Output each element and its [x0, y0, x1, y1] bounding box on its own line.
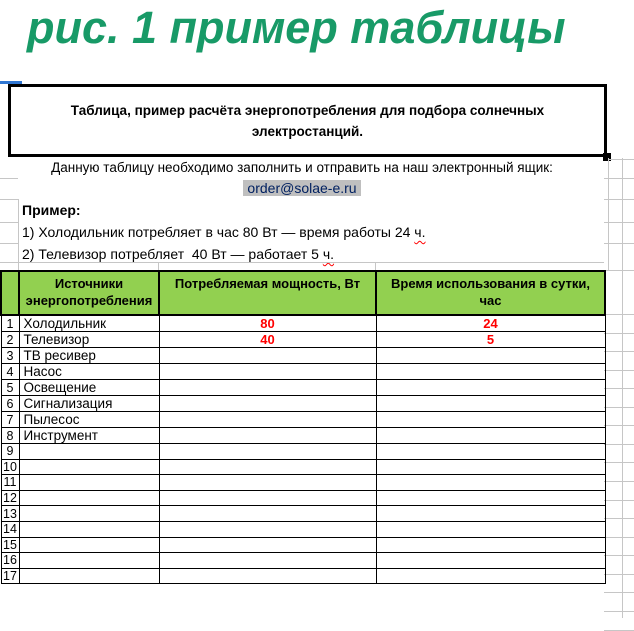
row-number[interactable]: 12: [1, 490, 19, 506]
spreadsheet-gridline: [604, 444, 634, 445]
source-cell[interactable]: Инструмент: [19, 428, 159, 444]
spreadsheet-gridline: [0, 178, 18, 179]
spreadsheet-gridline: [0, 262, 604, 263]
time-cell[interactable]: [376, 537, 605, 553]
source-cell[interactable]: Насос: [19, 364, 159, 380]
spreadsheet-gridline: [604, 333, 634, 334]
table-row: [1, 412, 605, 428]
info-box[interactable]: [8, 84, 607, 157]
table-row: [1, 475, 605, 491]
row-number[interactable]: 9: [1, 444, 19, 460]
source-cell[interactable]: [19, 553, 159, 569]
email-row: [0, 180, 604, 196]
spreadsheet-gridline: [0, 199, 18, 200]
header-power[interactable]: Потребляемая мощность, Вт: [159, 271, 376, 315]
time-cell[interactable]: [376, 521, 605, 537]
table-header-row: [1, 271, 605, 315]
source-cell[interactable]: [19, 506, 159, 522]
row-number[interactable]: 11: [1, 475, 19, 491]
table-row: [1, 348, 605, 364]
source-cell[interactable]: [19, 490, 159, 506]
power-cell[interactable]: [159, 348, 376, 364]
table-row: [1, 332, 605, 348]
spreadsheet-gridline: [604, 462, 634, 463]
spreadsheet-gridline: [0, 243, 18, 244]
power-cell[interactable]: [159, 553, 376, 569]
time-cell[interactable]: [376, 412, 605, 428]
spreadsheet-gridline: [604, 388, 634, 389]
spreadsheet-gridline: [18, 199, 19, 270]
spreadsheet-gridline: [604, 518, 634, 519]
spreadsheet-gridline: [604, 537, 634, 538]
table-row: [1, 459, 605, 475]
power-cell[interactable]: [159, 396, 376, 412]
spreadsheet-gridline: [604, 481, 634, 482]
spreadsheet-gridline: [604, 351, 634, 352]
instruction-text: Данную таблицу необходимо заполнить и отправить на наш электронный ящик:: [51, 160, 553, 175]
spreadsheet-gridline: [604, 500, 634, 501]
table-row: [1, 428, 605, 444]
row-number[interactable]: 13: [1, 506, 19, 522]
spreadsheet-gridline: [604, 592, 634, 593]
source-cell[interactable]: Холодильник: [19, 315, 159, 332]
power-cell[interactable]: 80: [159, 315, 376, 332]
time-cell[interactable]: [376, 568, 605, 584]
power-cell[interactable]: [159, 459, 376, 475]
row-number[interactable]: 16: [1, 553, 19, 569]
time-cell[interactable]: [376, 459, 605, 475]
row-number[interactable]: 10: [1, 459, 19, 475]
row-number[interactable]: 14: [1, 521, 19, 537]
row-number[interactable]: 5: [1, 380, 19, 396]
source-cell[interactable]: [19, 459, 159, 475]
table-row: [1, 444, 605, 460]
table-row: [1, 506, 605, 522]
power-cell[interactable]: [159, 506, 376, 522]
table-row: [1, 380, 605, 396]
source-cell[interactable]: [19, 444, 159, 460]
power-cell[interactable]: [159, 444, 376, 460]
row-number[interactable]: 15: [1, 537, 19, 553]
time-cell[interactable]: [376, 364, 605, 380]
row-number[interactable]: 3: [1, 348, 19, 364]
spreadsheet-gridline: [158, 262, 159, 270]
consumption-table: [0, 270, 606, 618]
time-cell[interactable]: [376, 396, 605, 412]
time-cell[interactable]: [376, 553, 605, 569]
consumption-table-body: [1, 315, 605, 584]
time-cell[interactable]: 24: [376, 315, 605, 332]
spreadsheet-gridline: [604, 370, 634, 371]
source-cell[interactable]: Сигнализация: [19, 396, 159, 412]
row-number[interactable]: 17: [1, 568, 19, 584]
power-cell[interactable]: [159, 475, 376, 491]
table-row: [1, 364, 605, 380]
power-cell[interactable]: [159, 537, 376, 553]
info-box-text: Таблица, пример расчёта энергопотребления для подбора солнечных электростанций.: [70, 102, 545, 139]
table-row: [1, 396, 605, 412]
header-corner-cell[interactable]: [1, 271, 19, 315]
spreadsheet-gridline: [0, 222, 18, 223]
power-cell[interactable]: [159, 490, 376, 506]
source-cell[interactable]: [19, 537, 159, 553]
email-link[interactable]: order@solae-e.ru: [243, 180, 360, 196]
example-label: Пример:: [22, 202, 81, 218]
power-cell[interactable]: [159, 521, 376, 537]
time-cell[interactable]: [376, 380, 605, 396]
header-sources[interactable]: Источники энергопотребления: [19, 271, 159, 315]
row-number[interactable]: 8: [1, 428, 19, 444]
table-row: [1, 553, 605, 569]
power-cell[interactable]: [159, 568, 376, 584]
power-cell[interactable]: 40: [159, 332, 376, 348]
example-line: 2) Телевизор потребляет 40 Вт — работает 5 ч.: [22, 246, 335, 262]
spreadsheet-gridline: [375, 262, 376, 270]
table-row: [1, 521, 605, 537]
source-cell[interactable]: Пылесос: [19, 412, 159, 428]
power-cell[interactable]: [159, 380, 376, 396]
power-cell[interactable]: [159, 412, 376, 428]
table-row: [1, 315, 605, 332]
spreadsheet-gridline: [608, 158, 609, 270]
row-number[interactable]: 1: [1, 315, 19, 332]
spreadsheet-gridline: [604, 425, 634, 426]
row-number[interactable]: 6: [1, 396, 19, 412]
source-cell[interactable]: Телевизор: [19, 332, 159, 348]
spreadsheet-gridline: [604, 270, 634, 271]
table-row: [1, 490, 605, 506]
source-cell[interactable]: [19, 475, 159, 491]
time-cell[interactable]: [376, 444, 605, 460]
spreadsheet-gridline: [608, 159, 634, 160]
power-cell[interactable]: [159, 428, 376, 444]
spreadsheet-gridline: [604, 574, 634, 575]
power-cell[interactable]: [159, 364, 376, 380]
time-cell[interactable]: [376, 506, 605, 522]
row-number[interactable]: 2: [1, 332, 19, 348]
spreadsheet-gridline: [604, 555, 634, 556]
example-line: 1) Холодильник потребляет в час 80 Вт — время работы 24 ч.: [22, 224, 426, 240]
source-cell[interactable]: [19, 568, 159, 584]
source-cell[interactable]: ТВ ресивер: [19, 348, 159, 364]
time-cell[interactable]: [376, 348, 605, 364]
time-cell[interactable]: [376, 490, 605, 506]
time-cell[interactable]: [376, 428, 605, 444]
time-cell[interactable]: 5: [376, 332, 605, 348]
source-cell[interactable]: Освещение: [19, 380, 159, 396]
spreadsheet-gridline: [604, 611, 634, 612]
table-row: [1, 568, 605, 584]
table-row: [1, 537, 605, 553]
source-cell[interactable]: [19, 521, 159, 537]
header-time[interactable]: Время использования в сутки, час: [376, 271, 605, 315]
row-number[interactable]: 4: [1, 364, 19, 380]
time-cell[interactable]: [376, 475, 605, 491]
row-number[interactable]: 7: [1, 412, 19, 428]
spreadsheet-gridline: [604, 314, 634, 315]
spreadsheet-gridline: [604, 407, 634, 408]
page-title: рис. 1 пример таблицы: [27, 2, 566, 53]
